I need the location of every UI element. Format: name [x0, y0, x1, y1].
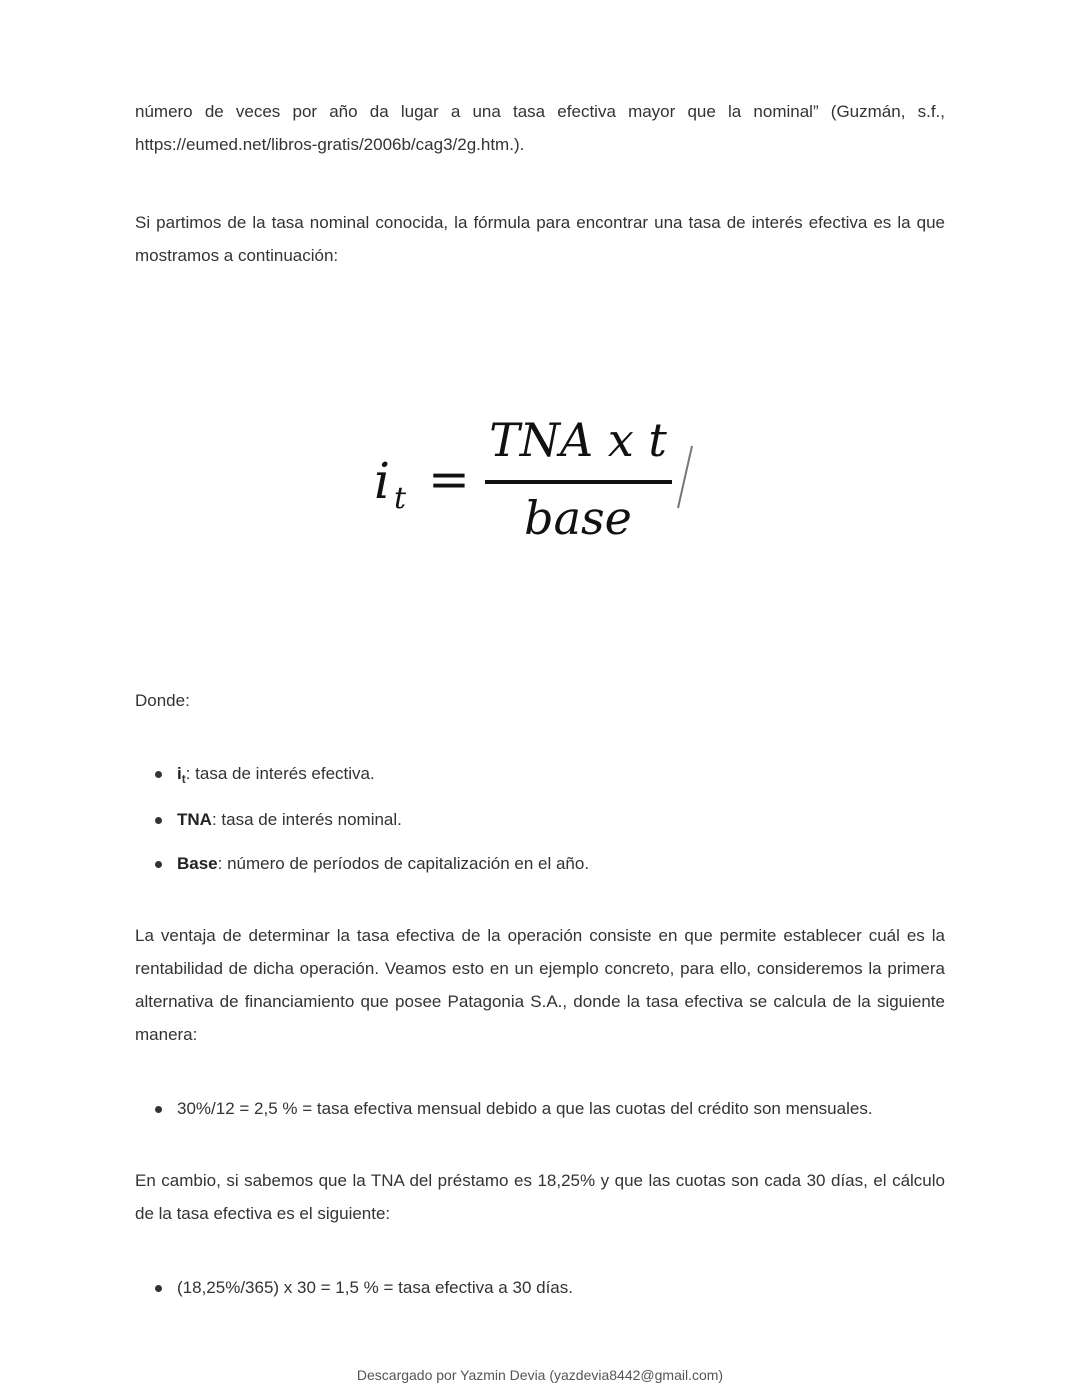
- formula-denominator: base: [524, 491, 632, 545]
- definition-item-tna: [177, 809, 402, 831]
- paragraph-quote-line-2: https://eumed.net/libros-gratis/2006b/cag3/2g.htm.).: [135, 135, 525, 154]
- donde-label: Donde:: [135, 691, 190, 710]
- formula-lhs-variable: i: [374, 452, 390, 510]
- definition-text: : tasa de interés nominal.: [211, 810, 402, 829]
- formula-numerator: TNA x t: [489, 413, 667, 467]
- formula-lhs-subscript: t: [394, 481, 407, 516]
- paragraph-formula-intro: Si partimos de la tasa nominal conocida, la fórmula para encontrar una tasa de interés efectiva es la que mostramos a continuación:: [135, 213, 945, 265]
- definition-term: i: [177, 764, 182, 783]
- effective-rate-formula: [360, 400, 720, 560]
- definition-term: Base: [177, 854, 218, 873]
- bullet-dot: [155, 1285, 162, 1292]
- formula-stray-slash: [678, 446, 692, 508]
- definition-text: : número de períodos de capitalización en el año.: [217, 854, 590, 873]
- paragraph-quote-line-1: número de veces por año da lugar a una tasa efectiva mayor que la nominal” (Guzmán, s.f.,: [135, 102, 945, 121]
- download-footer: Descargado por Yazmin Devia (yazdevia8442@gmail.com): [356, 1367, 724, 1383]
- bullet-dot: [155, 1106, 162, 1113]
- paragraph-advantage: La ventaja de determinar la tasa efectiva de la operación consiste en que permite establecer cuál es la rentabilidad de dicha operación. Veamos esto en un ejemplo concreto, para ello, consideremos la primera alternativa de financiamiento que posee Patagonia S.A., donde la tasa efectiva se calcula de la siguiente manera:: [135, 926, 945, 1044]
- paragraph-tna-example: En cambio, si sabemos que la TNA del préstamo es 18,25% y que las cuotas son cada 30 días, el cálculo de la tasa efectiva es el siguiente:: [135, 1171, 945, 1223]
- example-thirty-day-rate: (18,25%/365) x 30 = 1,5 % = tasa efectiva a 30 días.: [177, 1278, 573, 1297]
- definition-term-subscript: t: [181, 772, 186, 786]
- example-monthly-rate: 30%/12 = 2,5 % = tasa efectiva mensual debido a que las cuotas del crédito son mensuales.: [177, 1099, 873, 1118]
- definition-item-base: [177, 853, 589, 875]
- definition-item-it: [177, 763, 375, 790]
- bullet-dot: [155, 861, 162, 868]
- bullet-dot: [155, 817, 162, 824]
- formula-equals-sign: =: [428, 450, 470, 508]
- bullet-dot: [155, 771, 162, 778]
- definition-text: : tasa de interés efectiva.: [185, 764, 375, 783]
- definition-term: TNA: [177, 810, 212, 829]
